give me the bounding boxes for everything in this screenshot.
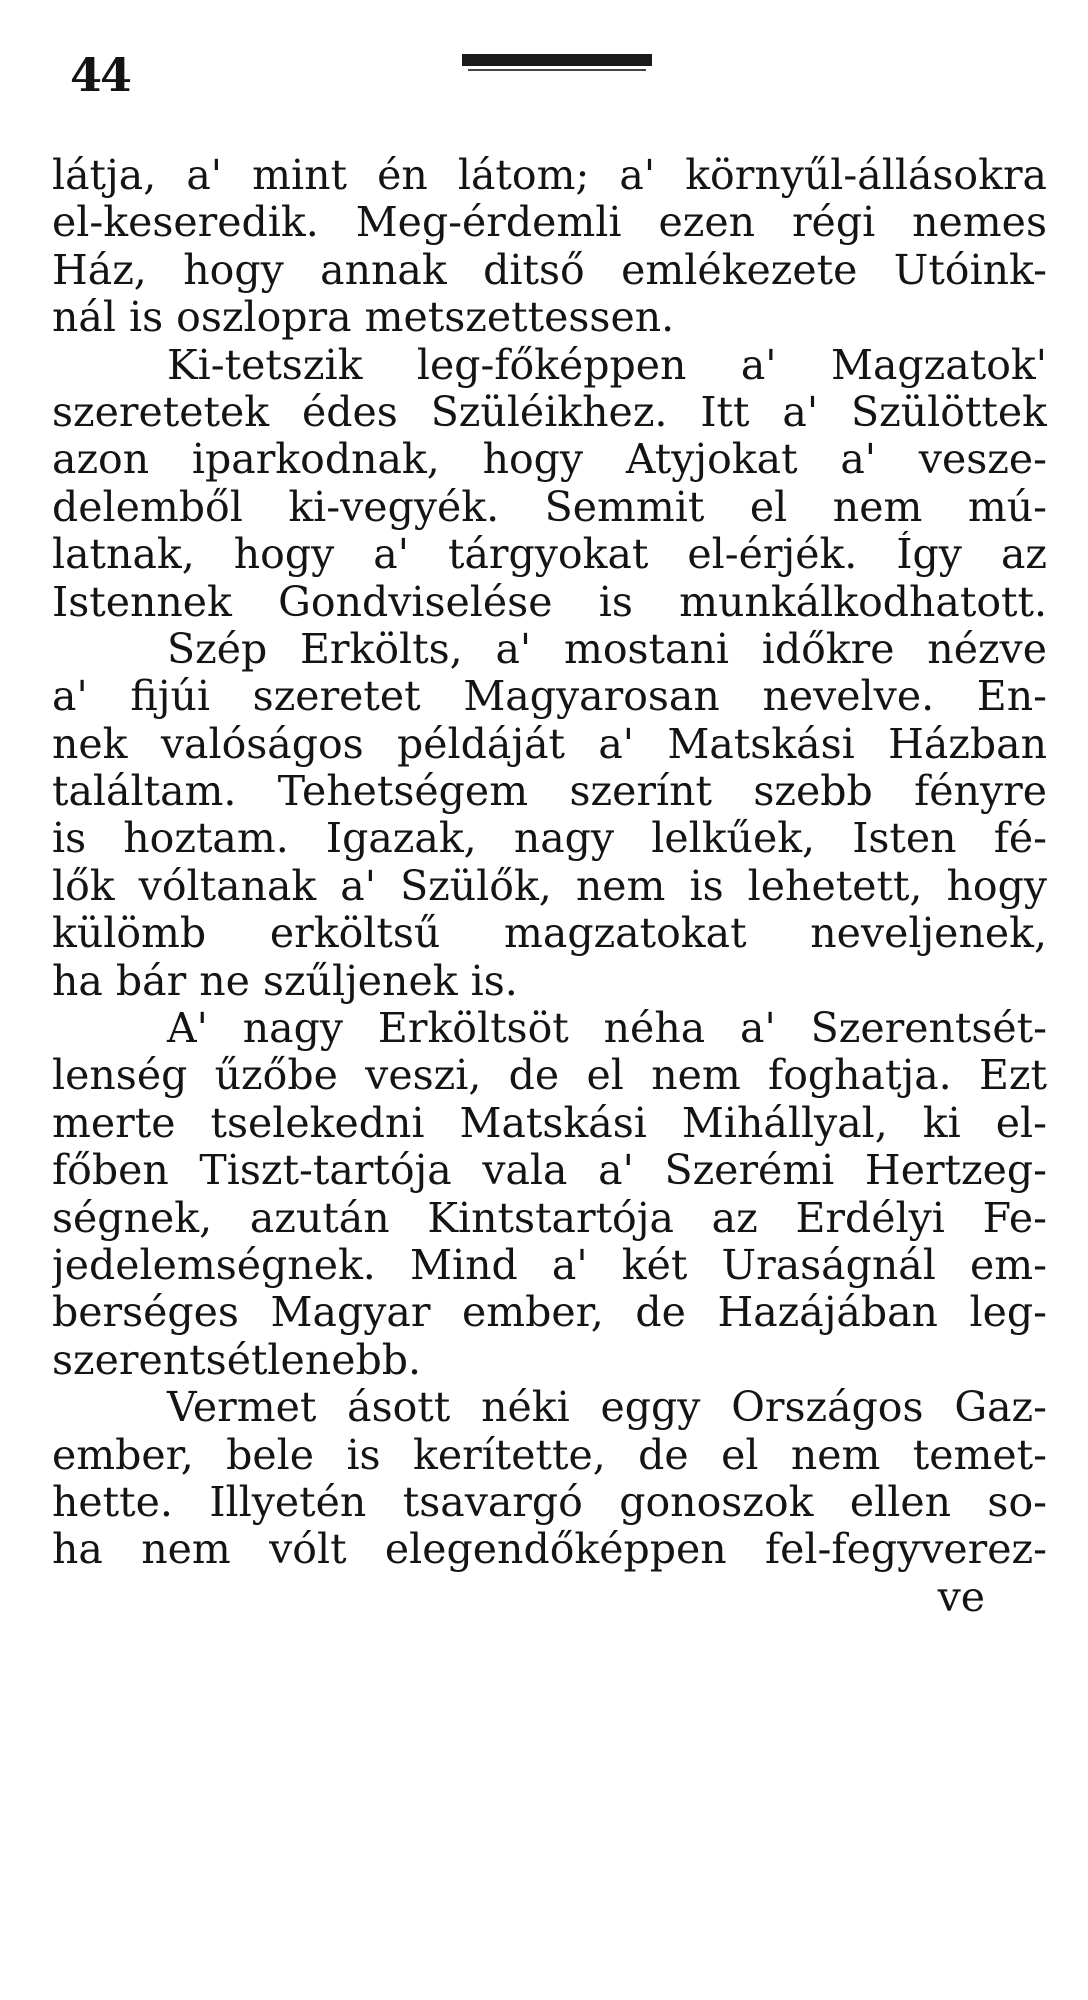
text-line: latnak, hogy a' tárgyokat el-érjék. Így az [52, 531, 1047, 579]
text-line: szerentsétlenebb. [52, 1336, 421, 1384]
ornament-bar [462, 54, 652, 66]
text-line: Ki-tetszik leg-főképpen a' Magzatok' [167, 341, 1047, 389]
text-line: jedelemségnek. Mind a' két Uraságnál em- [52, 1241, 1047, 1289]
text-line: szeretetek édes Szüléikhez. Itt a' Szülöttek [52, 388, 1047, 436]
text-line: látja, a' mint én látom; a' környűl-állásokra [52, 152, 1047, 199]
text-line: nál is oszlopra metszettessen. [52, 294, 675, 342]
body-text [52, 152, 1047, 1621]
text-line: nek valóságos példáját a' Matskási Házban [52, 720, 1047, 768]
text-line: A' nagy Erköltsöt néha a' Szerentsét- [167, 1005, 1047, 1053]
header-ornament [462, 54, 652, 72]
text-line: a' fijúi szeretet Magyarosan nevelve. En- [52, 673, 1047, 721]
text-line: delemből ki-vegyék. Semmit el nem mú- [52, 483, 1047, 531]
text-line: ember, bele is kerítette, de el nem temet- [52, 1431, 1047, 1479]
text-line: berséges Magyar ember, de Hazájában leg- [52, 1289, 1047, 1337]
text-line: el-keseredik. Meg-érdemli ezen régi nemes [52, 199, 1047, 247]
text-line: Vermet ásott néki eggy Országos Gaz- [167, 1384, 1047, 1432]
text-line: főben Tiszt-tartója vala a' Szerémi Hertzeg- [52, 1147, 1047, 1195]
text-line: merte tselekedni Matskási Mihállyal, ki el- [52, 1099, 1047, 1147]
text-line: Istennek Gondviselése is munkálkodhatott. [52, 578, 1047, 626]
text-line: lők vóltanak a' Szülők, nem is lehetett, hogy [52, 862, 1047, 910]
text-line: azon iparkodnak, hogy Atyjokat a' vesze- [52, 436, 1047, 484]
ornament-rule [468, 69, 646, 71]
text-line: is hoztam. Igazak, nagy lelkűek, Isten fé- [52, 815, 1047, 863]
text-line: találtam. Tehetségem szerínt szebb fényre [52, 768, 1047, 816]
text-line: ha bár ne szűljenek is. [52, 957, 518, 1005]
text-line: ha nem vólt elegendőképpen fel-fegyverez- [52, 1526, 1047, 1574]
text-line: Szép Erkölts, a' mostani időkre nézve [167, 625, 1047, 673]
page-number: 44 [70, 48, 131, 102]
catchword: ve [937, 1573, 985, 1621]
text-line: ségnek, azután Kintstartója az Erdélyi Fe- [52, 1194, 1047, 1242]
text-line: külömb erköltsű magzatokat neveljenek, [52, 910, 1047, 958]
text-line: Ház, hogy annak ditső emlékezete Utóink- [52, 246, 1047, 294]
text-line: lenség űzőbe veszi, de el nem foghatja. Ezt [52, 1052, 1047, 1100]
text-line: hette. Illyetén tsavargó gonoszok ellen so- [52, 1478, 1047, 1526]
